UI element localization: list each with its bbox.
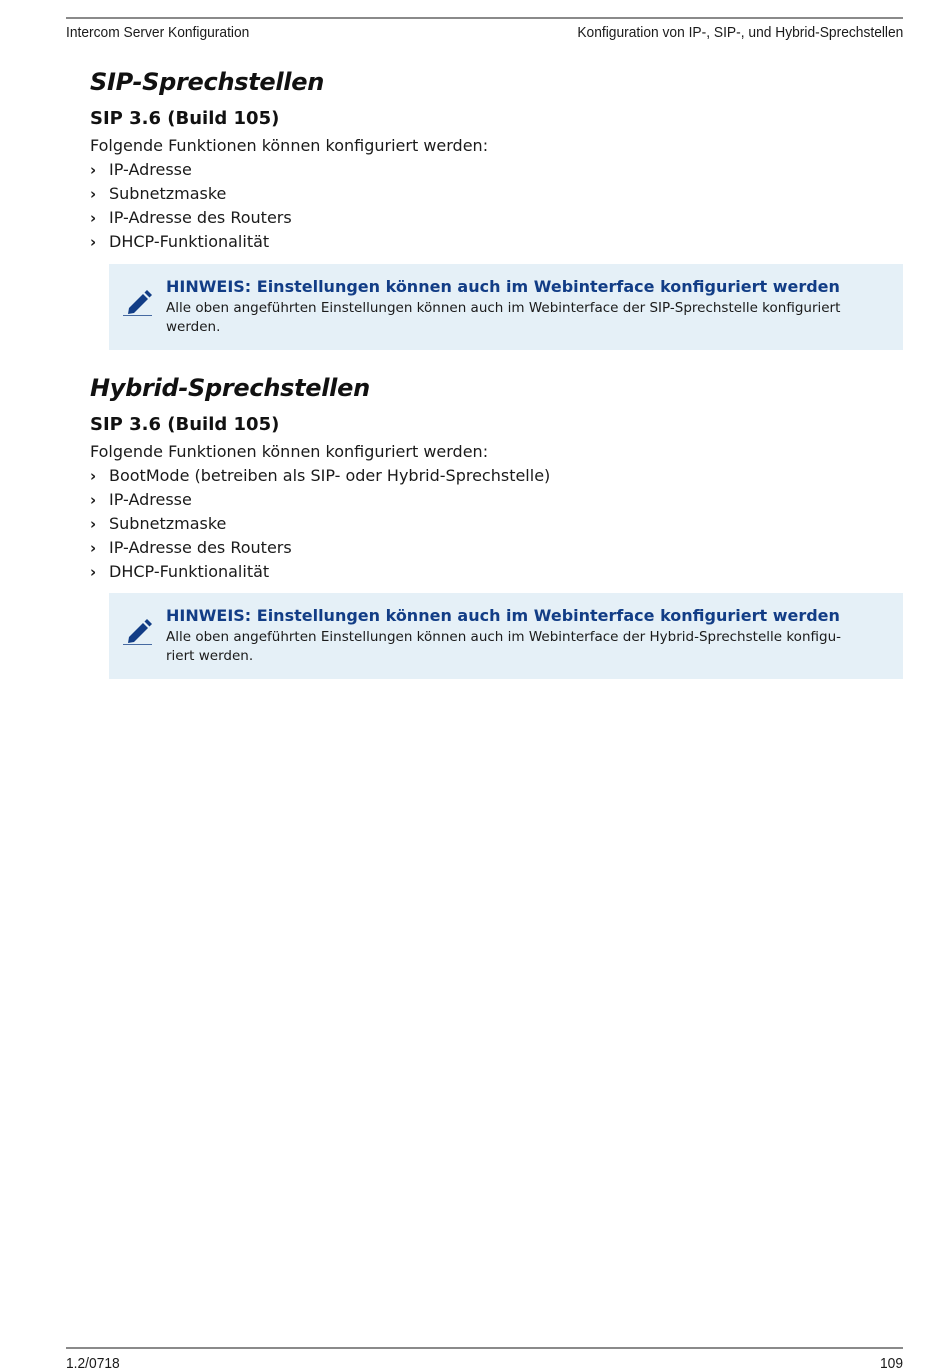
header-chapter-title: Konfiguration von IP-, SIP-, und Hybrid-Sprechstellen [576,24,903,41]
chevron-right-icon: › [90,209,97,227]
header-rule [66,17,903,19]
section-title: Hybrid-Sprechstellen [90,374,370,402]
section-subtitle: SIP 3.6 (Build 105) [90,108,280,129]
note-text: Alle oben angeführten Einstellungen können auch im Webinterface der SIP-Sprechstelle konfiguriert werden. [166,300,841,335]
section-sip [90,67,903,254]
note-box [109,264,903,350]
feature-list [90,158,903,254]
header-doc-title: Intercom Server Konfiguration [66,24,250,41]
chevron-right-icon: › [90,539,97,557]
chevron-right-icon: › [90,491,97,509]
note-box [109,593,903,679]
list-item: › IP-Adresse des Routers [90,206,903,230]
list-item: › Subnetzmaske [90,182,903,206]
note-title: HINWEIS: Einstellungen können auch im Webinterface konfiguriert werden [166,606,840,625]
note-title: HINWEIS: Einstellungen können auch im Webinterface konfiguriert werden [166,277,840,296]
chevron-right-icon: › [90,563,97,581]
chevron-right-icon: › [90,233,97,251]
list-item: › IP-Adresse [90,158,903,182]
page-number: 109 [879,1355,903,1372]
footer-version: 1.2/0718 [66,1355,120,1372]
chevron-right-icon: › [90,467,97,485]
list-item: › DHCP-Funktionalität [90,560,903,584]
footer-rule [66,1347,903,1349]
section-intro: Folgende Funktionen können konfiguriert werden: [90,442,489,461]
list-item: › DHCP-Funktionalität [90,230,903,254]
chevron-right-icon: › [90,185,97,203]
pencil-icon [123,615,153,645]
list-item: › BootMode (betreiben als SIP- oder Hybrid-Sprechstelle) [90,464,903,488]
section-title: SIP-Sprechstellen [90,68,324,96]
chevron-right-icon: › [90,161,97,179]
list-item: › Subnetzmaske [90,512,903,536]
chevron-right-icon: › [90,515,97,533]
feature-list [90,464,903,584]
pencil-icon [123,286,153,316]
section-hybrid [90,373,903,584]
section-intro: Folgende Funktionen können konfiguriert werden: [90,136,489,155]
note-text: Alle oben angeführten Einstellungen können auch im Webinterface der Hybrid-Sprechstelle konfigu- riert werden. [166,629,841,664]
list-item: › IP-Adresse des Routers [90,536,903,560]
section-subtitle: SIP 3.6 (Build 105) [90,414,280,435]
list-item: › IP-Adresse [90,488,903,512]
